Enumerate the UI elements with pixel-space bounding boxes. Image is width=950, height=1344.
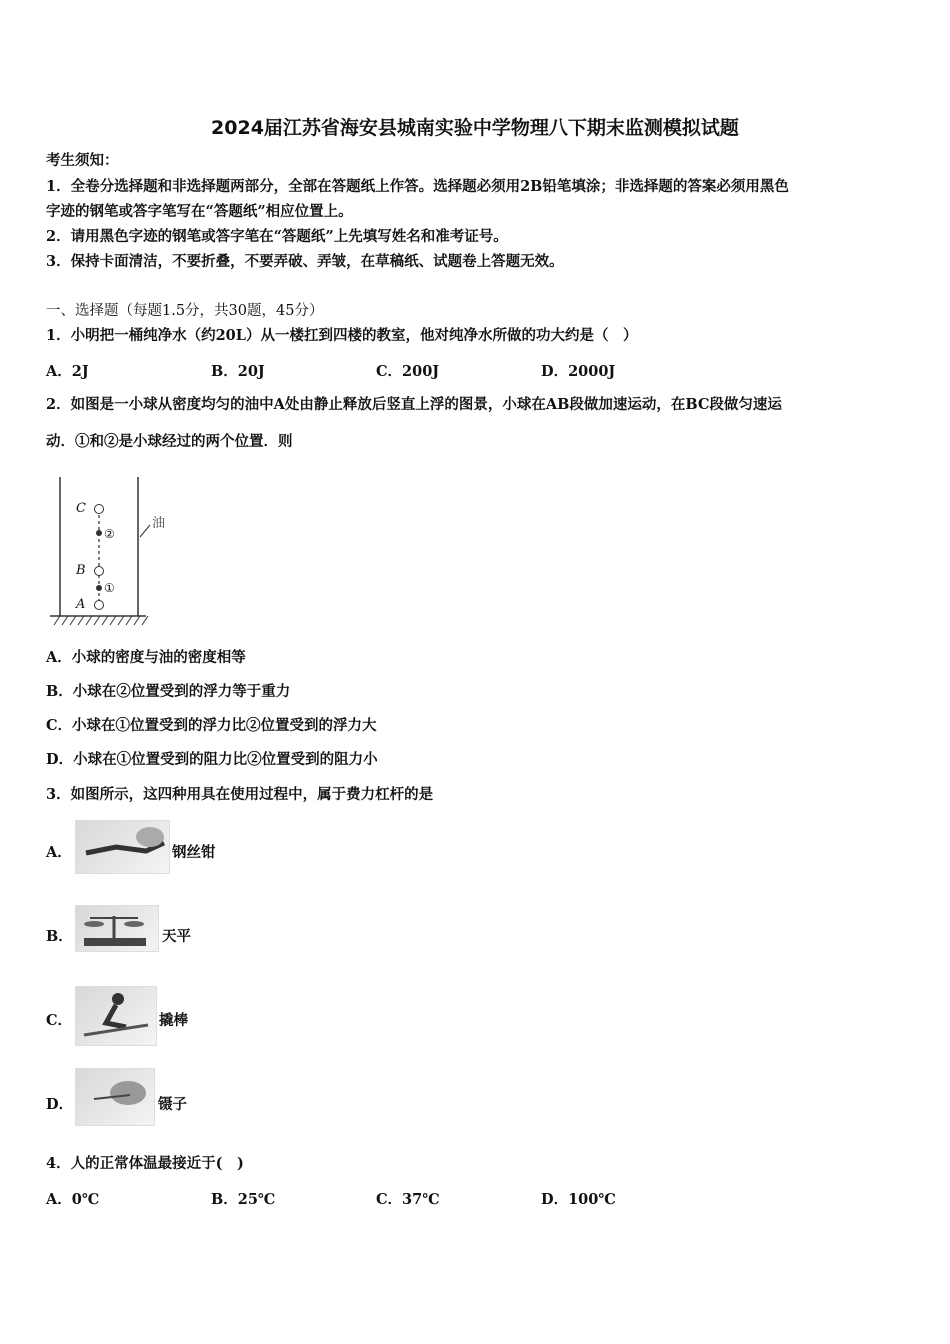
- q3-option-d-letter[interactable]: D．: [46, 1096, 74, 1113]
- notice-heading: 考生须知：: [46, 152, 119, 169]
- q1-option-b[interactable]: B．20J: [211, 363, 265, 380]
- label-position-2: ②: [104, 527, 115, 541]
- q4-option-d[interactable]: D．100℃: [541, 1191, 616, 1208]
- q3-option-c-letter[interactable]: C．: [46, 1012, 73, 1029]
- q2-option-d[interactable]: D．小球在①位置受到的阻力比②位置受到的阻力小: [46, 751, 378, 768]
- page-title: 2024届江苏省海安县城南实验中学物理八下期末监测模拟试题: [211, 117, 739, 139]
- label-position-1: ①: [104, 581, 115, 595]
- section-heading: 一、选择题（每题1.5分，共30题，45分）: [46, 303, 324, 319]
- q4-option-a[interactable]: A．0℃: [46, 1191, 100, 1208]
- q4-option-b[interactable]: B．25℃: [211, 1191, 276, 1208]
- q2-option-c[interactable]: C．小球在①位置受到的浮力比②位置受到的浮力大: [46, 717, 377, 734]
- notice-line-2: 2．请用黑色字迹的钢笔或答字笔在“答题纸”上先填写姓名和准考证号。: [46, 228, 508, 245]
- label-oil: 油: [152, 516, 166, 531]
- q4-options: [46, 1188, 616, 1209]
- q3-option-d-label: 镊子: [158, 1096, 187, 1113]
- q3-option-b-label: 天平: [162, 928, 191, 945]
- q1-stem: 1．小明把一桶纯净水（约20L）从一楼扛到四楼的教室，他对纯净水所做的功大约是（ ）: [46, 327, 638, 344]
- label-b: B: [76, 563, 86, 578]
- q3-option-b-letter[interactable]: B．: [46, 928, 73, 945]
- q1-option-a[interactable]: A．2J: [46, 363, 89, 380]
- q2-stem-a: 2．如图是一小球从密度均匀的油中A处由静止释放后竖直上浮的图景，小球在AB段做加速运动，在BC段做匀速运: [46, 396, 782, 413]
- crowbar-photo: [75, 986, 157, 1046]
- q2-option-a[interactable]: A．小球的密度与油的密度相等: [46, 649, 246, 666]
- q3-stem: 3．如图所示，这四种用具在使用过程中，属于费力杠杆的是: [46, 786, 434, 803]
- q2-stem-b: 动．①和②是小球经过的两个位置．则: [46, 433, 293, 450]
- q1-option-d[interactable]: D．2000J: [541, 363, 616, 380]
- label-a: A: [76, 597, 86, 612]
- q3-option-a-label: 钢丝钳: [172, 844, 216, 861]
- q3-option-a-letter[interactable]: A．: [46, 844, 72, 861]
- q4-stem: 4．人的正常体温最接近于( ): [46, 1155, 244, 1172]
- q1-option-c[interactable]: C．200J: [376, 363, 440, 380]
- q1-options: [46, 360, 615, 381]
- oil-container-diagram: [46, 475, 176, 635]
- q3-option-c-label: 撬棒: [159, 1012, 188, 1029]
- notice-line-1b: 字迹的钢笔或答字笔写在“答题纸”相应位置上。: [46, 203, 353, 220]
- tweezers-photo: [75, 1068, 155, 1126]
- balance-scale-photo: [75, 905, 159, 952]
- q4-option-c[interactable]: C．37℃: [376, 1191, 440, 1208]
- q2-option-b[interactable]: B．小球在②位置受到的浮力等于重力: [46, 683, 291, 700]
- notice-line-3: 3．保持卡面清洁，不要折叠，不要弄破、弄皱，在草稿纸、试题卷上答题无效。: [46, 253, 564, 270]
- notice-line-1a: 1．全卷分选择题和非选择题两部分，全部在答题纸上作答。选择题必须用2B铅笔填涂；非选择题的答案必须用黑色: [46, 178, 789, 195]
- pliers-photo: [75, 820, 170, 874]
- label-c: C: [76, 501, 86, 516]
